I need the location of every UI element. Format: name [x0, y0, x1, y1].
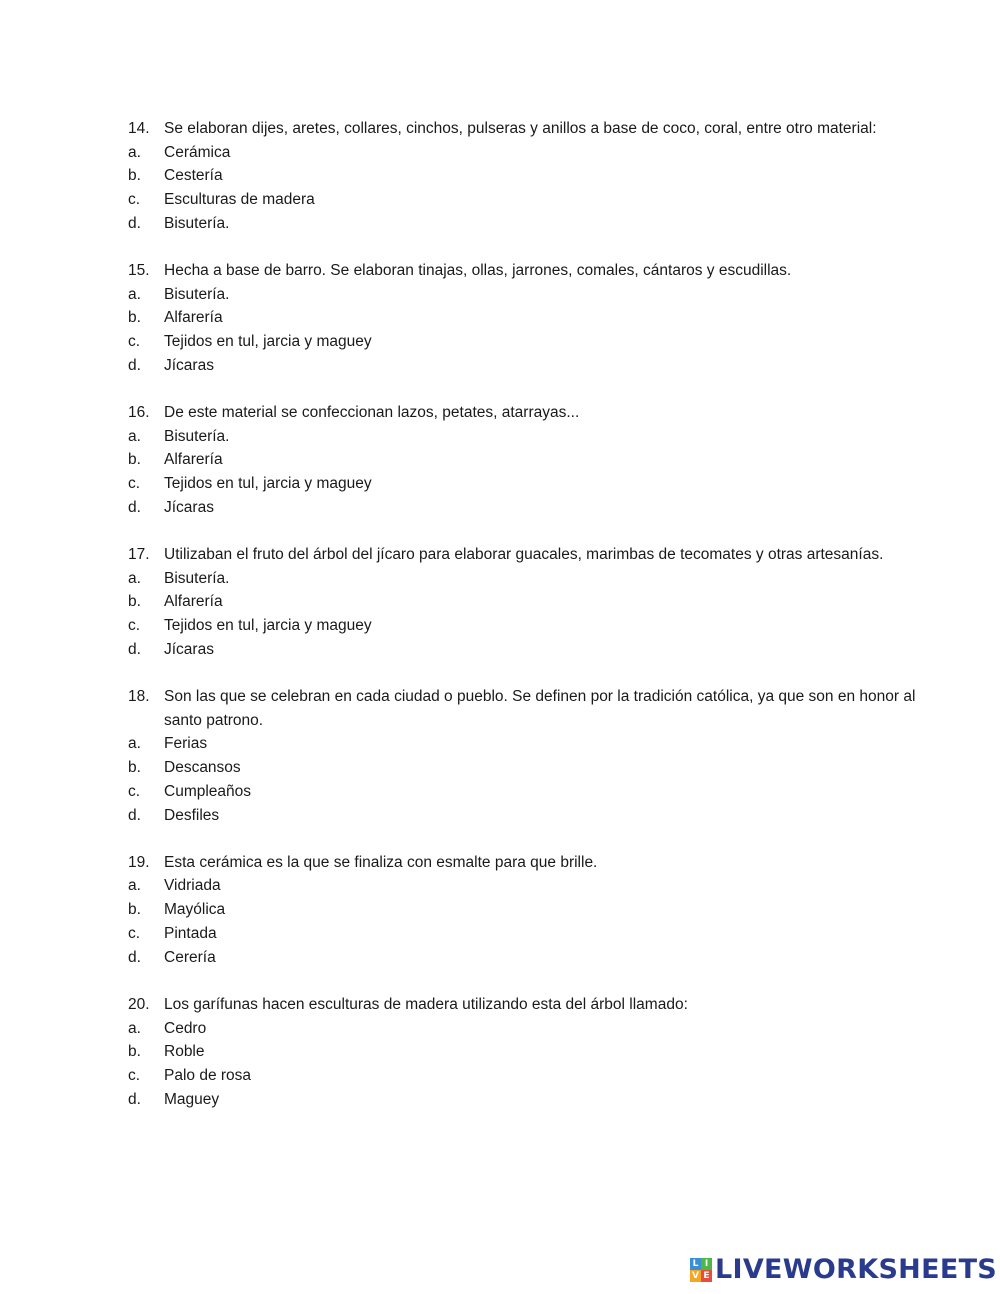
question-number: 18.: [128, 688, 150, 706]
option-letter: d.: [128, 948, 141, 966]
answer-option[interactable]: [128, 874, 948, 898]
option-text: Cerería: [164, 948, 216, 966]
question-line: [128, 685, 948, 732]
logo-icon-tile: V: [690, 1270, 701, 1282]
option-text: Ferias: [164, 735, 208, 753]
answer-option[interactable]: [128, 354, 948, 378]
question-item: [128, 259, 948, 378]
question-text: Los garífunas hacen esculturas de madera utilizando esta del árbol llamado:: [164, 995, 688, 1013]
answer-option[interactable]: [128, 283, 948, 307]
question-item: [128, 401, 948, 520]
option-text: Palo de rosa: [164, 1066, 252, 1084]
answer-option[interactable]: [128, 638, 948, 662]
option-letter: c.: [128, 924, 141, 942]
answer-option[interactable]: [128, 1040, 948, 1064]
option-text: Bisutería.: [164, 214, 230, 232]
option-letter: a.: [128, 285, 141, 303]
answer-option[interactable]: [128, 496, 948, 520]
answer-option[interactable]: [128, 1088, 948, 1112]
option-letter: b.: [128, 593, 141, 611]
option-text: Alfarería: [164, 451, 223, 469]
question-line: [128, 543, 948, 567]
question-number: 15.: [128, 262, 150, 280]
option-text: Tejidos en tul, jarcia y maguey: [164, 475, 372, 493]
option-letter: d.: [128, 1090, 141, 1108]
option-text: Bisutería.: [164, 285, 230, 303]
question-text: Esta cerámica es la que se finaliza con esmalte para que brille.: [164, 853, 598, 871]
option-letter: c.: [128, 475, 141, 493]
option-text: Mayólica: [164, 901, 226, 919]
answer-option[interactable]: [128, 898, 948, 922]
question-number: 20.: [128, 995, 150, 1013]
answer-option[interactable]: [128, 306, 948, 330]
option-letter: c.: [128, 1066, 141, 1084]
option-text: Tejidos en tul, jarcia y maguey: [164, 333, 372, 351]
option-text: Bisutería.: [164, 427, 230, 445]
question-item: [128, 685, 948, 827]
option-letter: d.: [128, 214, 141, 232]
option-text: Desfiles: [164, 806, 220, 824]
answer-option[interactable]: [128, 922, 948, 946]
option-text: Jícaras: [164, 640, 214, 658]
answer-option[interactable]: [128, 472, 948, 496]
option-letter: c.: [128, 333, 141, 351]
option-letter: a.: [128, 143, 141, 161]
option-letter: b.: [128, 167, 141, 185]
option-text: Roble: [164, 1043, 205, 1061]
question-line: [128, 259, 948, 283]
answer-option[interactable]: [128, 164, 948, 188]
answer-option[interactable]: [128, 425, 948, 449]
option-text: Alfarería: [164, 309, 223, 327]
option-text: Alfarería: [164, 593, 223, 611]
answer-option[interactable]: [128, 780, 948, 804]
logo-icon-tile: L: [690, 1258, 701, 1270]
option-letter: a.: [128, 877, 141, 895]
option-letter: b.: [128, 309, 141, 327]
option-letter: a.: [128, 1019, 141, 1037]
answer-option[interactable]: [128, 732, 948, 756]
option-letter: d.: [128, 640, 141, 658]
answer-option[interactable]: [128, 804, 948, 828]
option-letter: b.: [128, 1043, 141, 1061]
option-text: Bisutería.: [164, 569, 230, 587]
question-number: 14.: [128, 120, 150, 137]
answer-option[interactable]: [128, 141, 948, 165]
answer-option[interactable]: [128, 188, 948, 212]
option-letter: c.: [128, 191, 141, 209]
question-text: Se elaboran dijes, aretes, collares, cinchos, pulseras y anillos a base de coco, coral, entre otro material:: [164, 120, 877, 137]
option-text: Descansos: [164, 759, 241, 777]
option-letter: d.: [128, 356, 141, 374]
answer-option[interactable]: [128, 1064, 948, 1088]
option-text: Cestería: [164, 167, 223, 185]
logo-icon-tile: I: [701, 1258, 712, 1270]
answer-option[interactable]: [128, 946, 948, 970]
option-text: Cerámica: [164, 143, 231, 161]
option-letter: d.: [128, 498, 141, 516]
answer-option[interactable]: [128, 567, 948, 591]
option-text: Vidriada: [164, 877, 221, 895]
option-text: Maguey: [164, 1090, 220, 1108]
question-text: Hecha a base de barro. Se elaboran tinajas, ollas, jarrones, comales, cántaros y escudillas.: [164, 262, 792, 280]
option-text: Jícaras: [164, 498, 214, 516]
option-text: Tejidos en tul, jarcia y maguey: [164, 617, 372, 635]
liveworksheets-logo: [690, 1253, 997, 1287]
option-text: Jícaras: [164, 356, 214, 374]
question-line: [128, 117, 948, 141]
option-text: Pintada: [164, 924, 217, 942]
option-letter: a.: [128, 735, 141, 753]
question-list: [128, 117, 948, 1135]
question-text: Utilizaban el fruto del árbol del jícaro para elaborar guacales, marimbas de tecomates y otras artesanías.: [164, 546, 884, 564]
question-number: 19.: [128, 853, 150, 871]
question-number: 17.: [128, 546, 150, 564]
option-letter: d.: [128, 806, 141, 824]
option-letter: c.: [128, 617, 141, 635]
answer-option[interactable]: [128, 614, 948, 638]
option-letter: a.: [128, 427, 141, 445]
question-line: [128, 401, 948, 425]
question-text: Son las que se celebran en cada ciudad o pueblo. Se definen por la tradición católica, ya que son en honor al santo patrono.: [164, 688, 916, 729]
option-text: Cedro: [164, 1019, 207, 1037]
question-item: [128, 993, 948, 1112]
question-item: [128, 851, 948, 970]
option-letter: a.: [128, 569, 141, 587]
option-letter: b.: [128, 451, 141, 469]
brand-name: LIVEWORKSHEETS: [715, 1254, 998, 1285]
question-text: De este material se confeccionan lazos, petates, atarrayas...: [164, 404, 580, 422]
question-line: [128, 851, 948, 875]
option-text: Cumpleaños: [164, 782, 252, 800]
logo-icon-tile: E: [701, 1270, 712, 1282]
question-item: [128, 117, 948, 236]
question-item: [128, 543, 948, 662]
answer-option[interactable]: [128, 212, 948, 236]
option-letter: b.: [128, 759, 141, 777]
option-text: Esculturas de madera: [164, 191, 315, 209]
liveworksheets-logo-icon: [690, 1258, 712, 1282]
answer-option[interactable]: [128, 590, 948, 614]
question-number: 16.: [128, 404, 150, 422]
answer-option[interactable]: [128, 448, 948, 472]
question-line: [128, 993, 948, 1017]
answer-option[interactable]: [128, 756, 948, 780]
answer-option[interactable]: [128, 1017, 948, 1041]
option-letter: b.: [128, 901, 141, 919]
answer-option[interactable]: [128, 330, 948, 354]
option-letter: c.: [128, 782, 141, 800]
